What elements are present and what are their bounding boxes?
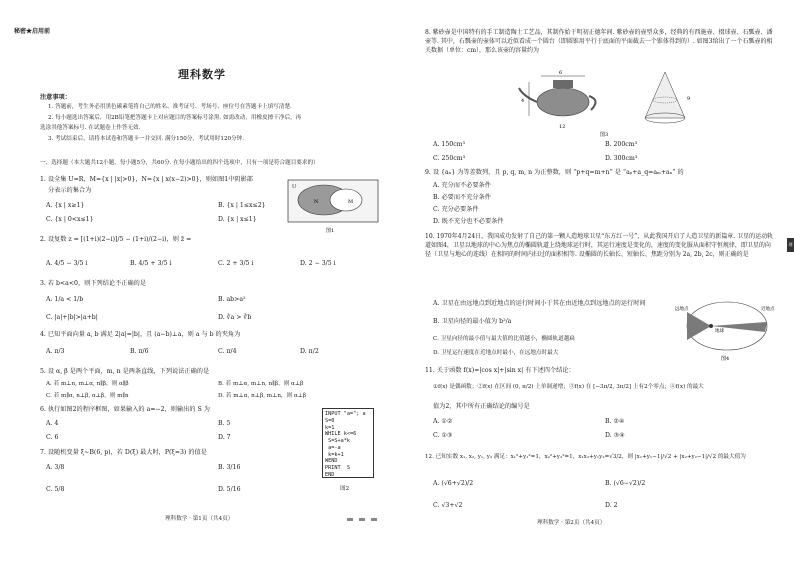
cone-label: 9: [687, 96, 691, 102]
side-tab-label: 理: [788, 242, 793, 247]
q12-option-a: A. (√6+√2)/2: [433, 480, 474, 487]
q2-option-a: A. 4/5 − 3/5 i: [46, 260, 88, 267]
q5-option-b: B. 若 m⊥α, m⊥n, n∥β，则 α⊥β: [218, 381, 304, 387]
question-7-stem: 7. 设随机变量 ξ~B(6, p)，若 D(ξ) 最大时，P(ξ=3) 的值是: [40, 449, 207, 456]
q8-option-d: D. 300cm³: [605, 155, 638, 162]
question-9-stem: 9. 设 {aₙ} 为等差数列，且 p, q, m, n 为正整数，则 “p+q=m+n” 是 “aₚ+a_q=aₘ+aₙ” 的: [425, 169, 684, 176]
q3-option-d: D. ∛a > ∛b: [218, 314, 252, 321]
figure-3-caption: 图3: [600, 132, 609, 138]
q9-option-b: B. 必要而不充分条件: [433, 194, 491, 201]
q2-option-c: C. 2 + 3/5 i: [218, 260, 254, 267]
teapot-bottom-label: 12: [559, 124, 566, 130]
question-4-stem: 4. 已知平面向量 a, b 满足 2|a|=|b|，且 (a−b)⊥a，则 a 与 b 的夹角为: [40, 331, 241, 338]
q8-option-b: B. 200cm³: [605, 141, 638, 148]
teapot-figure: [515, 66, 705, 138]
q7-option-d: D. 5/16: [218, 486, 241, 493]
q8-option-c: C. 250cm³: [433, 155, 466, 162]
figure-2-caption: 图2: [340, 486, 350, 492]
question-8-stem: 8. 紫砂壶是中国特有的手工制造陶土工艺品，其制作始于明初正德年间. 紫砂壶的壶型众多，经典的有西施壶、掇球壶、石瓢壶、潘壶等. 其中，石瓢壶的壶体可以近似看成一个圆台（即圆锥用平行于底面的平面截去一个锥体得到的）. 如图3给出了一个石瓢壶的相关数据（单位：cm），那么该壶的容量约为: [425, 29, 773, 54]
right-page-footer: 理科数学 · 第2页（共4页）: [537, 520, 606, 526]
q5-option-c: C. 若 m∥α, n⊥β, α⊥β，则 m∥n: [46, 393, 129, 399]
q12-option-d: D. 2: [605, 502, 618, 509]
q11-option-b: B. ②④: [605, 418, 625, 425]
q12-option-c: C. √3+√2: [433, 502, 463, 509]
question-11-line-2: ①f(x) 是偶函数；②f(x) 在区间 (0, π/2) 上单调递增；③f(x) 在 [−3π/2, 3π/2] 上有2个零点；④f(x) 的最大: [433, 384, 704, 390]
q10-option-d: D. 卫星运行速度在近地点时最小，在远地点时最大: [433, 350, 559, 356]
notice-item: 2. 每小题选出答案后，用2B铅笔把答题卡上对应题目的答案标号涂黑. 如需改动，用橡皮擦干净后，再: [48, 115, 302, 121]
earth-label: 地球: [715, 329, 724, 334]
q10-option-c: C. 卫星向径的最小值与最大值的比值越小，椭圆轨道越扁: [433, 336, 575, 342]
question-6-stem: 6. 执行如图2的程序框图，如果输入的 a=−2，则输出的 S 为: [40, 406, 210, 413]
question-1-stem-2: 分表示的集合为: [48, 187, 92, 194]
q6-option-c: C. 6: [46, 434, 59, 441]
q7-option-b: B. 3/16: [218, 464, 241, 471]
q2-option-b: B. 4/5 + 3/5 i: [130, 260, 172, 267]
secret-label: 秘密★启用前: [14, 28, 51, 35]
figure-4-caption: 图4: [721, 356, 730, 362]
venn-m-label: M: [348, 199, 354, 205]
q1-option-a: A. {x | x≥1}: [46, 202, 85, 209]
venn-u-label: U: [292, 184, 297, 190]
q10-option-b: B. 卫星向径的最小值为 b²/a: [433, 318, 512, 325]
page-title: 理科数学: [178, 68, 226, 81]
side-tab: [787, 238, 794, 252]
notice-item: 3. 考试结束后，请将本试卷和答题卡一并交回. 满分150分，考试用时120分钟.: [48, 136, 245, 142]
q5-option-d: D. 若 m⊥α, n⊥β, m⊥n，则 α⊥β: [218, 393, 307, 399]
notice-item: 选涂其他答案标号. 在试题卷上作答无效.: [40, 125, 141, 131]
q4-option-d: D. π/2: [300, 348, 319, 355]
q11-option-a: A. ①②: [433, 418, 453, 425]
q1-option-d: D. {x | x≤1}: [218, 216, 257, 223]
question-1-stem: 1. 设全集 U=R，M={x | |x|>0}，N={x | x(x−2)>0}，则如图1中阴影部: [40, 176, 253, 183]
near-point-label: 近地点: [761, 307, 775, 312]
q6-option-d: D. 7: [218, 434, 231, 441]
right-page: [397, 0, 794, 561]
satellite-orbit-figure: [675, 296, 781, 364]
q5-option-a: A. 若 m⊥n, m⊥α, n∥β，则 α∥β: [46, 381, 129, 387]
q3-option-b: B. ab>a²: [218, 296, 246, 303]
question-12-stem: 12. 已知实数 x₁, x₂, y₁, y₂ 满足：x₁²+y₁²=1，x₂²+y₂²=1，x₁x₂+y₁y₂=√3/2，则 |x₁+y₁−1|/√2 + |x₂+y₂−1|/√2 的最大值为: [425, 454, 746, 460]
notice-heading: 注意事项：: [40, 94, 71, 101]
venn-diagram-figure: [286, 178, 382, 234]
far-point-label: 远地点: [675, 307, 689, 312]
question-10-stem: 10. 1970年4月24日，我国成功发射了自己的第一颗人造地球卫星“东方红一号”，从此我国开启了人造卫星的新篇章. 卫星的运动轨道如图4，卫星以地球的中心为焦点的椭圆轨道上绕地球运行时，其运行速度是变化的，速度的变化服从面积守恒规律，即卫星的向径（卫星与地心的连线）在相同的时间内扫过的面积相等. 设椭圆的长轴长、短轴长、焦距分别为 2a, 2b, 2c，则正确的是: [425, 233, 774, 258]
q7-option-a: A. 3/8: [46, 464, 65, 471]
q7-option-c: C. 5/8: [46, 486, 65, 493]
left-page-footer: 理科数学 · 第1页（共4页）: [165, 516, 234, 522]
q11-option-d: D. ③④: [605, 432, 625, 439]
question-11-line-3: 值为2，其中所有正确结论的编号是: [433, 403, 530, 410]
q11-option-c: C. ①③: [433, 432, 453, 439]
program-code-figure: [322, 408, 374, 478]
section-heading: 一、选择题（本大题共12小题，每小题5分，共60分. 在每小题给出的四个选项中，只有一项是符合题目要求的）: [40, 160, 319, 166]
figure-1-caption: 图1: [326, 228, 335, 234]
q12-option-b: B. (√6−√2)/2: [605, 480, 646, 487]
page-marker: [344, 516, 380, 524]
q8-option-a: A. 150cm³: [433, 141, 466, 148]
q4-option-a: A. π/3: [46, 348, 65, 355]
q3-option-c: C. |a|+|b|>|a+b|: [46, 314, 98, 321]
q1-option-c: C. {x | 0<x≤1}: [46, 216, 94, 223]
notice-item: 1. 答题前，考生务必用黑色碳素笔将自己的姓名、准考证号、考场号、座位号在答题卡上填写清楚.: [48, 104, 292, 110]
q3-option-a: A. 1/a < 1/b: [46, 296, 84, 303]
teapot-height-label: 4: [521, 98, 525, 104]
program-code: INPUT "a="; a S=0 k=1 WHILE k<=6 S=S+a*k a=-a k=k+1 WEND PRINT S END: [325, 411, 366, 478]
q2-option-d: D. 2 − 3/5 i: [300, 260, 336, 267]
question-2-stem: 2. 设复数 z = [(1+i)(2−i)]/5 − (1+i)/(2−i)，则 z̄ =: [40, 236, 192, 243]
q6-option-b: B. 5: [218, 420, 231, 427]
q9-option-c: C. 充分必要条件: [433, 206, 479, 213]
teapot-top-label: 6: [559, 70, 563, 76]
q4-option-b: B. π/6: [130, 348, 149, 355]
question-3-stem: 3. 若 b<a<0，则下列结论不正确的是: [40, 280, 147, 287]
q6-option-a: A. 4: [46, 420, 59, 427]
q4-option-c: C. π/4: [218, 348, 237, 355]
q1-option-b: B. {x | 1≤x≤2}: [218, 202, 266, 209]
q10-option-a: A. 卫星在由远地点到近地点的运行时间小于其在由近地点到远地点的运行时间: [433, 300, 646, 307]
venn-n-label: N: [314, 199, 319, 205]
q9-option-d: D. 既不充分也不必要条件: [433, 218, 504, 225]
question-5-stem: 5. 设 α, β 是两个平面，m, n 是两条直线，下列说法正确的是: [40, 368, 210, 375]
question-11-stem: 11. 关于函数 f(x)=|cos x|+|sin x| 有下述四个结论：: [425, 367, 575, 374]
q9-option-a: A. 充分而不必要条件: [433, 182, 491, 189]
